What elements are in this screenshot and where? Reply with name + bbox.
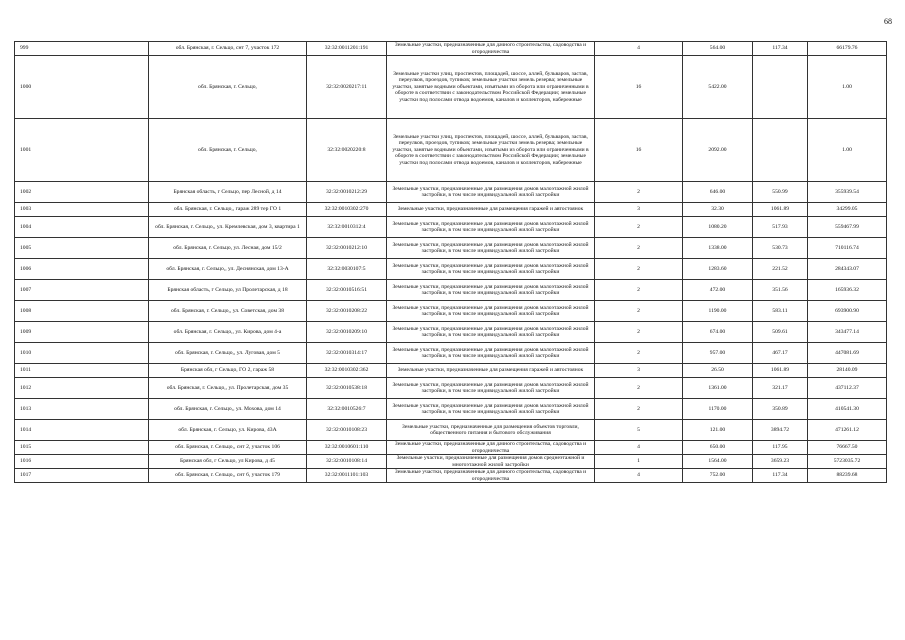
- row-number: 1011: [15, 364, 149, 378]
- row-land-use: Земельные участки, предназначенные для размещения домов малоэтажной жилой застройки, в том числе индивидуальной жилой застройки: [387, 399, 595, 420]
- row-cadastral-number: 32:32:0010302:270: [307, 203, 387, 217]
- row-group: 4: [595, 469, 683, 483]
- row-area: 1361.00: [683, 378, 753, 399]
- row-area: 674.00: [683, 322, 753, 343]
- row-address: обл. Брянская, г. Сельцо,, ул. Кирова, дом 4-а: [149, 322, 307, 343]
- row-land-use: Земельные участки, предназначенные для размещения домов малоэтажной жилой застройки, в том числе индивидуальной жилой застройки: [387, 217, 595, 238]
- row-address: обл. Брянская, г. Сельцо,, ул. Луговая, дом 5: [149, 343, 307, 364]
- row-address: обл. Брянская, г. Сельцо, ул. Кирова, 43А: [149, 420, 307, 441]
- row-rate: 530.73: [753, 238, 808, 259]
- table-row: [15, 182, 887, 203]
- table-row: [15, 203, 887, 217]
- row-rate: 550.99: [753, 182, 808, 203]
- row-group: 5: [595, 420, 683, 441]
- row-area: 32.30: [683, 203, 753, 217]
- row-number: 1003: [15, 203, 149, 217]
- row-group: 2: [595, 280, 683, 301]
- row-land-use: Земельные участки, предназначенные для размещения гаражей и автостоянок: [387, 364, 595, 378]
- row-cadastral-number: 32:32:0010108:23: [307, 420, 387, 441]
- row-cadastral-value: 5723035.72: [808, 455, 887, 469]
- row-address: обл. Брянская, г. Сельцо,: [149, 56, 307, 119]
- row-group: 1: [595, 455, 683, 469]
- row-group: 2: [595, 301, 683, 322]
- row-rate: 3659.23: [753, 455, 808, 469]
- row-land-use: Земельные участки, предназначенные для размещения домов малоэтажной жилой застройки, в том числе индивидуальной жилой застройки: [387, 238, 595, 259]
- row-number: 1017: [15, 469, 149, 483]
- row-group: 16: [595, 56, 683, 119]
- row-area: 5422.00: [683, 56, 753, 119]
- row-cadastral-number: 32:32:0010314:17: [307, 343, 387, 364]
- row-rate: 117.34: [753, 42, 808, 56]
- table-row: [15, 280, 887, 301]
- row-number: 1007: [15, 280, 149, 301]
- row-number: 1001: [15, 119, 149, 182]
- row-cadastral-value: 34299.05: [808, 203, 887, 217]
- row-rate: 517.93: [753, 217, 808, 238]
- table-row: [15, 217, 887, 238]
- row-cadastral-value: 693900.90: [808, 301, 887, 322]
- row-area: 1080.20: [683, 217, 753, 238]
- row-area: 1283.60: [683, 259, 753, 280]
- row-group: 2: [595, 343, 683, 364]
- row-address: обл. Брянская, г. Сельцо,, снт 6, участок 179: [149, 469, 307, 483]
- row-rate: 509.61: [753, 322, 808, 343]
- table-row: [15, 42, 887, 56]
- row-land-use: Земельные участки улиц, проспектов, площадей, шоссе, аллей, бульваров, застав, переулков, проездов, тупиков; земельные участки земель резерва; земельные участки, занятые водными объектами, изъятыми из оборота или ограниченными в обороте в соответствии с законодательством Российской Федерации; земельные участки под полосами отвода водоемов, каналов и коллекторов, набережные: [387, 56, 595, 119]
- row-cadastral-number: 32:32:0020217:11: [307, 56, 387, 119]
- row-address: обл. Брянская, г. Сельцо, снт 7, участок 172: [149, 42, 307, 56]
- page-number: 68: [884, 17, 892, 26]
- table-row: [15, 259, 887, 280]
- row-cadastral-value: 410541.30: [808, 399, 887, 420]
- row-address: Брянская обл, г Сельцо, ул Кирова, д 45: [149, 455, 307, 469]
- row-area: 26.50: [683, 364, 753, 378]
- row-area: 646.00: [683, 182, 753, 203]
- row-land-use: Земельные участки, предназначенные для дачного строительства, садоводства и огородничества: [387, 469, 595, 483]
- row-group: 3: [595, 364, 683, 378]
- row-number: 1002: [15, 182, 149, 203]
- row-cadastral-value: 355939.54: [808, 182, 887, 203]
- table-row: [15, 322, 887, 343]
- row-address: обл. Брянская, г. Сельцо, ул. Лесная, дом 15/2: [149, 238, 307, 259]
- row-address: обл. Брянская, г. Сельцо,: [149, 119, 307, 182]
- row-cadastral-number: 32:32:0010601:110: [307, 441, 387, 455]
- row-rate: 350.89: [753, 399, 808, 420]
- row-area: 472.00: [683, 280, 753, 301]
- row-cadastral-value: 710116.74: [808, 238, 887, 259]
- row-number: 1008: [15, 301, 149, 322]
- row-address: обл. Брянская, г. Сельцо,, ул. Пролетарская, дом 35: [149, 378, 307, 399]
- row-area: 650.00: [683, 441, 753, 455]
- row-group: 4: [595, 42, 683, 56]
- row-cadastral-number: 32:32:0010209:10: [307, 322, 387, 343]
- row-land-use: Земельные участки, предназначенные для размещения домов малоэтажной жилой застройки, в том числе индивидуальной жилой застройки: [387, 182, 595, 203]
- row-number: 1015: [15, 441, 149, 455]
- table-row: [15, 56, 887, 119]
- table-row: [15, 455, 887, 469]
- row-cadastral-value: 471261.12: [808, 420, 887, 441]
- row-cadastral-value: 343477.14: [808, 322, 887, 343]
- row-number: 1014: [15, 420, 149, 441]
- row-group: 2: [595, 399, 683, 420]
- row-cadastral-value: 284343.07: [808, 259, 887, 280]
- row-area: 1190.00: [683, 301, 753, 322]
- row-address: обл. Брянская, г. Сельцо,, ул. Советская, дом 38: [149, 301, 307, 322]
- row-land-use: Земельные участки, предназначенные для размещения гаражей и автостоянок: [387, 203, 595, 217]
- row-land-use: Земельные участки, предназначенные для размещения домов малоэтажной жилой застройки, в том числе индивидуальной жилой застройки: [387, 322, 595, 343]
- table-body: [15, 42, 887, 483]
- row-group: 3: [595, 203, 683, 217]
- row-land-use: Земельные участки, предназначенные для размещения домов малоэтажной жилой застройки, в том числе индивидуальной жилой застройки: [387, 259, 595, 280]
- row-cadastral-value: 447081.69: [808, 343, 887, 364]
- row-rate: 351.56: [753, 280, 808, 301]
- row-rate: 117.95: [753, 441, 808, 455]
- row-address: Брянская область, г Сельцо, ул Пролетарская, д 18: [149, 280, 307, 301]
- table-row: [15, 119, 887, 182]
- row-group: 2: [595, 182, 683, 203]
- row-cadastral-number: 32:32:0010538:18: [307, 378, 387, 399]
- row-land-use: Земельные участки, предназначенные для размещения домов малоэтажной жилой застройки, в том числе индивидуальной жилой застройки: [387, 280, 595, 301]
- row-rate: 583.11: [753, 301, 808, 322]
- row-rate: 117.34: [753, 469, 808, 483]
- row-address: Брянская обл, г Сельцо, ГО 2, гараж 58: [149, 364, 307, 378]
- row-area: 1338.00: [683, 238, 753, 259]
- row-cadastral-value: 437112.37: [808, 378, 887, 399]
- row-land-use: Земельные участки, предназначенные для размещения домов малоэтажной жилой застройки, в том числе индивидуальной жилой застройки: [387, 301, 595, 322]
- row-cadastral-value: 1.00: [808, 119, 887, 182]
- row-address: обл. Брянская, г. Сельцо,, снт 2, участок 106: [149, 441, 307, 455]
- row-rate: 1061.89: [753, 203, 808, 217]
- row-area: 564.00: [683, 42, 753, 56]
- row-group: 16: [595, 119, 683, 182]
- row-area: 1170.00: [683, 399, 753, 420]
- row-address: обл. Брянская, г. Сельцо,, ул. Мохова, дом 14: [149, 399, 307, 420]
- row-rate: 321.17: [753, 378, 808, 399]
- row-cadastral-number: 32:32:0030107:5: [307, 259, 387, 280]
- row-area: 752.00: [683, 469, 753, 483]
- row-group: 2: [595, 322, 683, 343]
- cadastral-value-table: [14, 41, 887, 483]
- row-number: 1000: [15, 56, 149, 119]
- row-cadastral-value: 559467.99: [808, 217, 887, 238]
- row-address: обл. Брянская, г. Сельцо,, ул. Деснянская, дом 13-А: [149, 259, 307, 280]
- row-cadastral-number: 32:32:0010208:22: [307, 301, 387, 322]
- row-cadastral-number: 32:32:0010516:51: [307, 280, 387, 301]
- row-area: 1564.00: [683, 455, 753, 469]
- row-rate: [753, 56, 808, 119]
- table-row: [15, 343, 887, 364]
- row-land-use: Земельные участки, предназначенные для размещения домов малоэтажной жилой застройки, в том числе индивидуальной жилой застройки: [387, 343, 595, 364]
- table-row: [15, 399, 887, 420]
- row-cadastral-number: 32:32:0020220:8: [307, 119, 387, 182]
- row-cadastral-number: 32:32:0010526:7: [307, 399, 387, 420]
- row-number: 1009: [15, 322, 149, 343]
- row-group: 2: [595, 378, 683, 399]
- table-row: [15, 441, 887, 455]
- row-cadastral-value: 76667.50: [808, 441, 887, 455]
- row-rate: [753, 119, 808, 182]
- row-cadastral-value: 165936.32: [808, 280, 887, 301]
- row-cadastral-number: 32:32:0010212:10: [307, 238, 387, 259]
- row-group: 2: [595, 217, 683, 238]
- table-row: [15, 469, 887, 483]
- row-group: 2: [595, 238, 683, 259]
- row-land-use: Земельные участки улиц, проспектов, площадей, шоссе, аллей, бульваров, застав, переулков, проездов, тупиков; земельные участки земель резерва; земельные участки, занятые водными объектами, изъятыми из оборота или ограниченными в обороте в соответствии с законодательством Российской Федерации; земельные участки под полосами отвода водоемов, каналов и коллекторов, набережные: [387, 119, 595, 182]
- row-cadastral-value: 66179.76: [808, 42, 887, 56]
- row-number: 1004: [15, 217, 149, 238]
- row-cadastral-number: 32:32:0011201:191: [307, 42, 387, 56]
- row-cadastral-number: 32:32:0010302:362: [307, 364, 387, 378]
- row-area: 121.00: [683, 420, 753, 441]
- table-row: [15, 420, 887, 441]
- row-cadastral-value: 28140.09: [808, 364, 887, 378]
- row-number: 999: [15, 42, 149, 56]
- row-area: 957.00: [683, 343, 753, 364]
- row-rate: 1061.89: [753, 364, 808, 378]
- row-land-use: Земельные участки, предназначенные для дачного строительства, садоводства и огородничества: [387, 42, 595, 56]
- row-rate: 467.17: [753, 343, 808, 364]
- row-area: 2092.00: [683, 119, 753, 182]
- row-number: 1012: [15, 378, 149, 399]
- row-address: Брянская область, г Сельцо, пер Лесной, д 14: [149, 182, 307, 203]
- row-address: обл. Брянская, г. Сельцо,, гараж 289 тер ГО 1: [149, 203, 307, 217]
- row-number: 1013: [15, 399, 149, 420]
- row-rate: 3894.72: [753, 420, 808, 441]
- row-number: 1010: [15, 343, 149, 364]
- row-group: 4: [595, 441, 683, 455]
- row-cadastral-value: 1.00: [808, 56, 887, 119]
- table-row: [15, 364, 887, 378]
- row-number: 1005: [15, 238, 149, 259]
- row-cadastral-value: 88239.68: [808, 469, 887, 483]
- row-number: 1016: [15, 455, 149, 469]
- row-cadastral-number: 32:32:0010108:14: [307, 455, 387, 469]
- row-land-use: Земельные участки, предназначенные для дачного строительства, садоводства и огородничества: [387, 441, 595, 455]
- row-land-use: Земельные участки, предназначенные для размещения объектов торговли, общественного питания и бытового обслуживания: [387, 420, 595, 441]
- row-group: 2: [595, 259, 683, 280]
- table-row: [15, 301, 887, 322]
- table-row: [15, 378, 887, 399]
- row-land-use: Земельные участки, предназначенные для размещения домов среднеэтажной и многоэтажной жилой застройки: [387, 455, 595, 469]
- row-cadastral-number: 32:32:0010212:29: [307, 182, 387, 203]
- row-number: 1006: [15, 259, 149, 280]
- row-land-use: Земельные участки, предназначенные для размещения домов малоэтажной жилой застройки, в том числе индивидуальной жилой застройки: [387, 378, 595, 399]
- row-address: обл. Брянская, г. Сельцо,, ул. Кремлевская, дом 3, квартира 1: [149, 217, 307, 238]
- row-rate: 221.52: [753, 259, 808, 280]
- row-cadastral-number: 32:32:0011101:103: [307, 469, 387, 483]
- row-cadastral-number: 32:32:0010312:4: [307, 217, 387, 238]
- table-row: [15, 238, 887, 259]
